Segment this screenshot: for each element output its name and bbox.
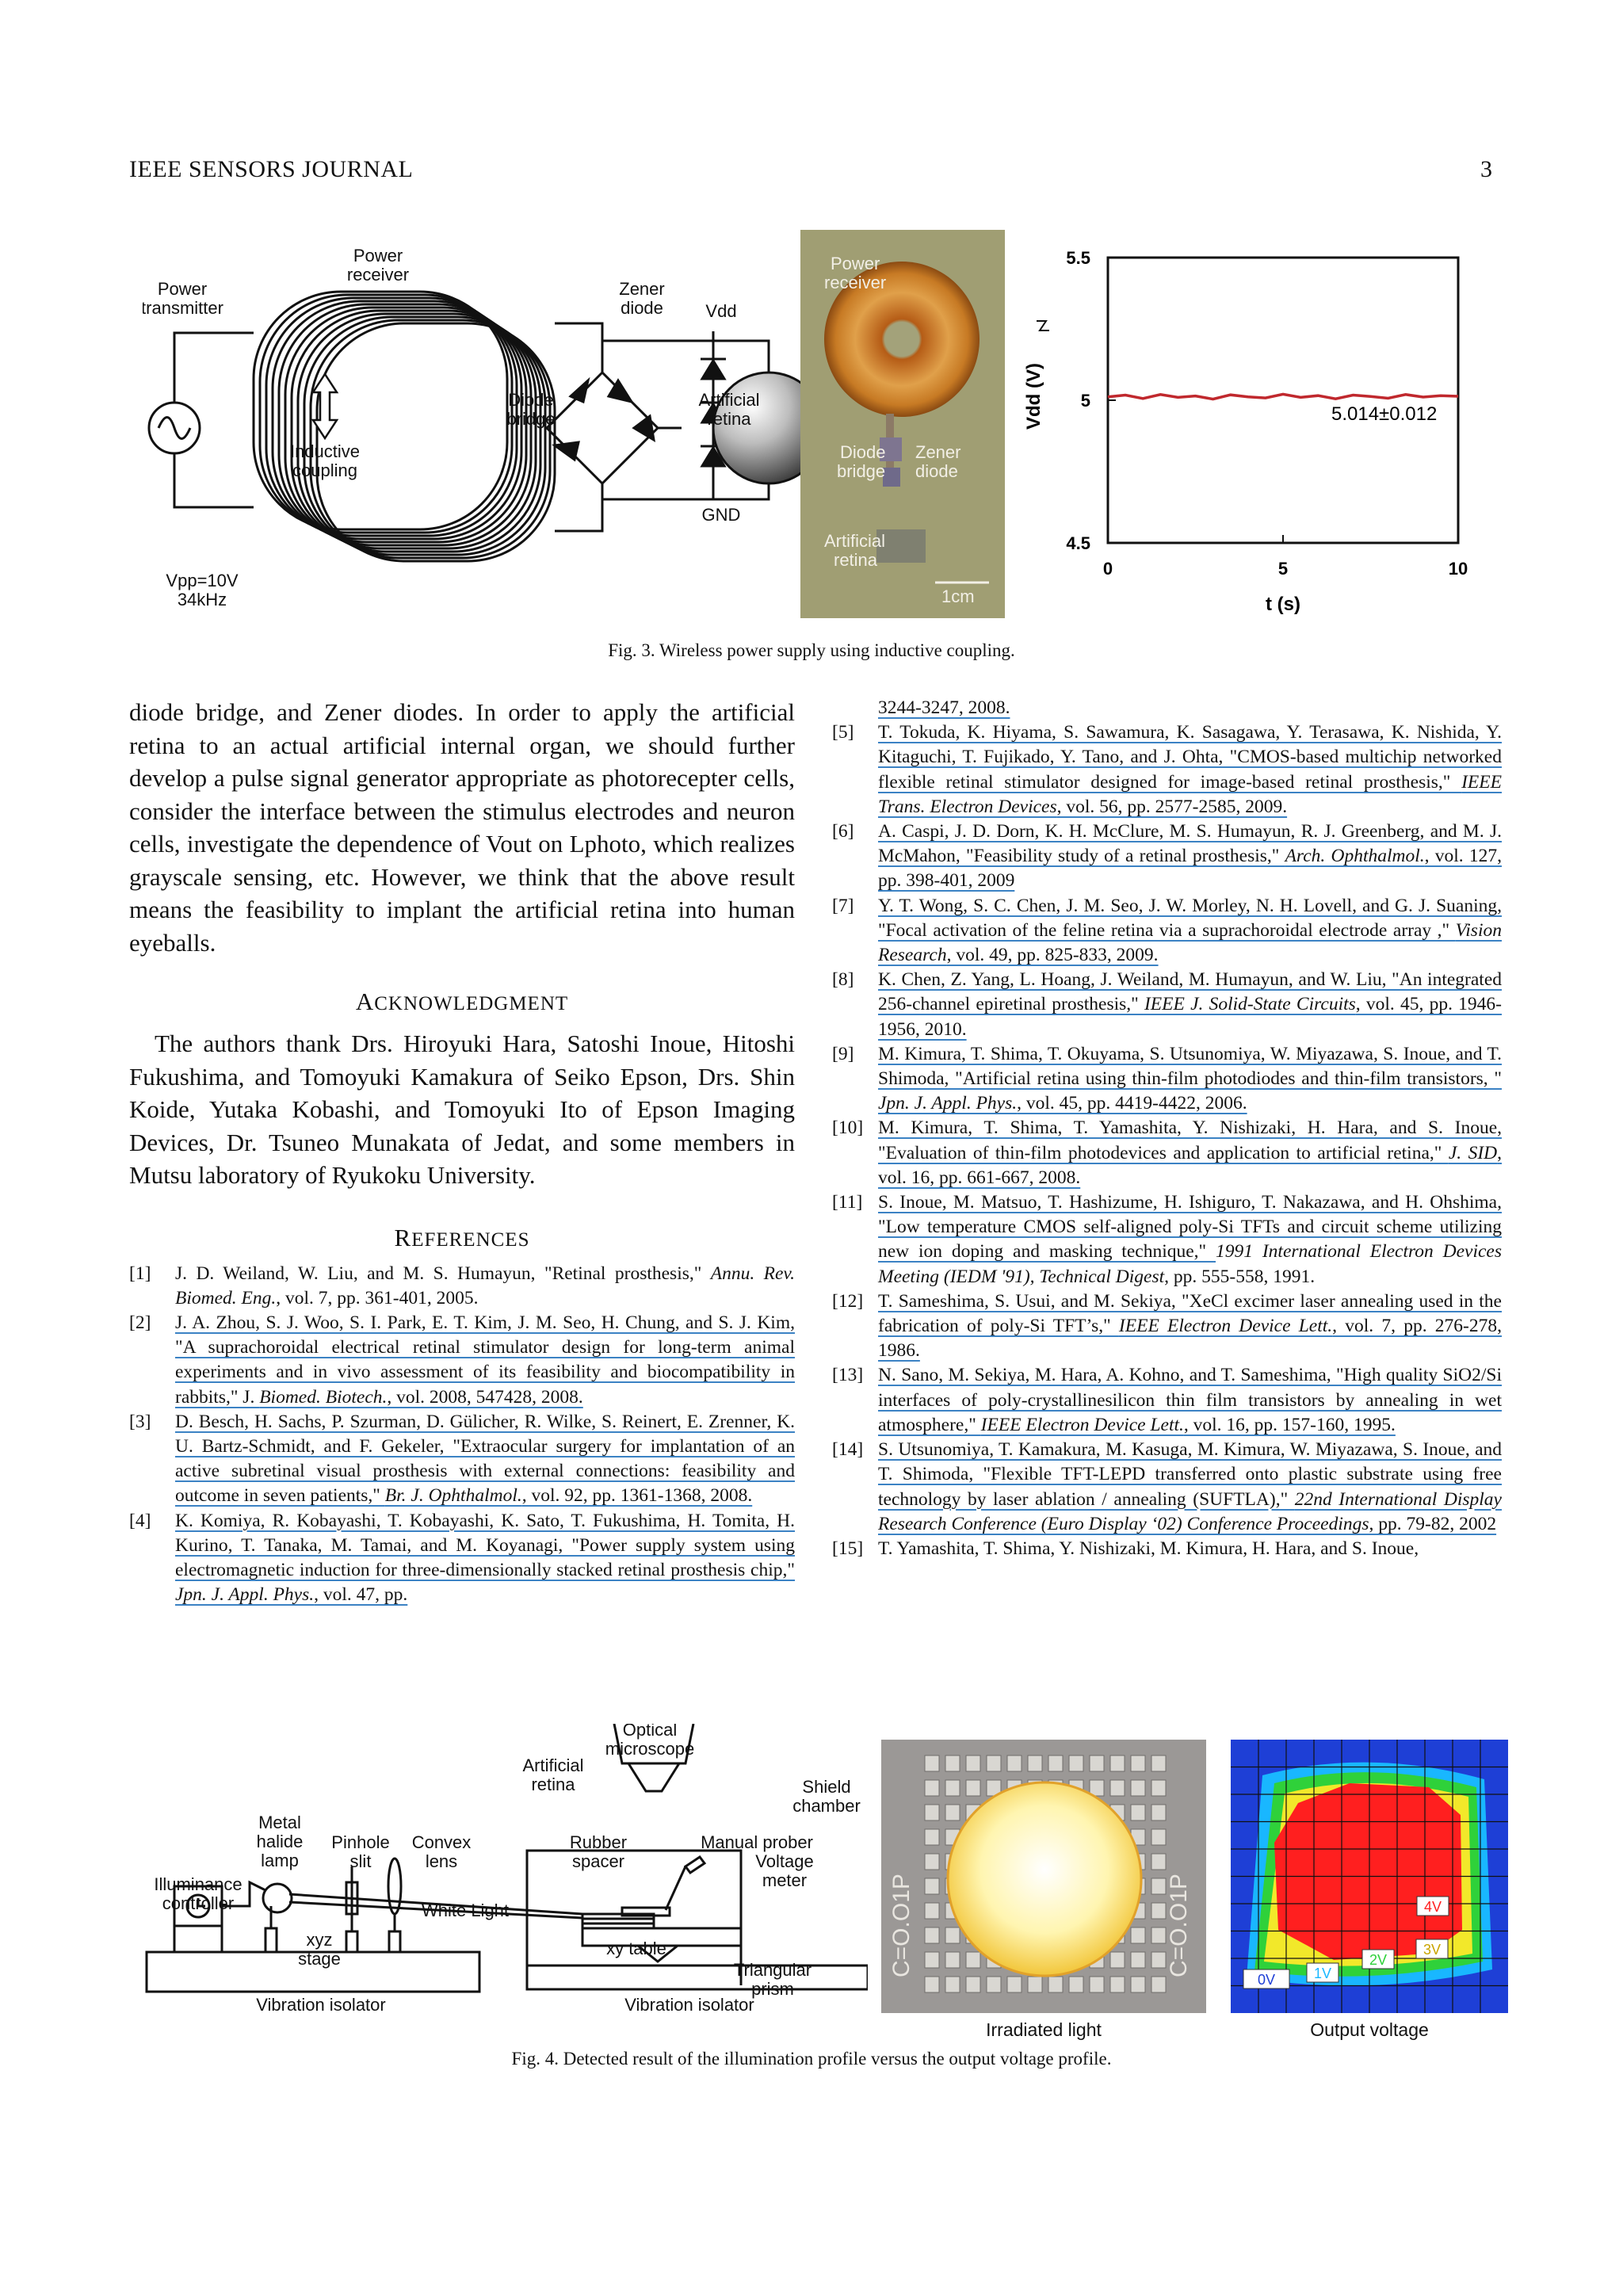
pixel-cell bbox=[1090, 1977, 1104, 1992]
references-heading: REFERENCES bbox=[394, 1223, 530, 1251]
legend-4v: 4V bbox=[1423, 1899, 1442, 1915]
voltage-region-high bbox=[1274, 1783, 1462, 1960]
svg-text:microscope: microscope bbox=[605, 1739, 695, 1759]
mean-annotation: 5.014±0.012 bbox=[1331, 403, 1438, 425]
photo-zener-diode-label: Zener bbox=[915, 442, 961, 462]
pixel-cell bbox=[1007, 1755, 1022, 1771]
svg-text:chamber: chamber bbox=[792, 1796, 861, 1816]
svg-text:Metal: Metal bbox=[258, 1813, 301, 1832]
body-paragraph: diode bridge, and Zener diodes. In order to apply the artificial retina to an actual artificial internal organ, we should further develop a pulse signal generator appropriate as photorecepter cells, consider the interface between the stimulus electrodes and neuron cells, investigate the dependence of Vout on Lphoto, which realizes grayscale sensing, etc. However, we think that the above result means the feasibility to implant the artificial retina into human eyeballs. bbox=[129, 698, 795, 957]
pixel-cell bbox=[1131, 1952, 1145, 1968]
left-column bbox=[129, 696, 795, 1607]
svg-text:halide: halide bbox=[256, 1832, 304, 1851]
pixel-cell bbox=[1151, 1829, 1166, 1845]
svg-text:lens: lens bbox=[425, 1851, 458, 1871]
svg-text:Pinhole: Pinhole bbox=[331, 1832, 390, 1852]
irradiated-light-label: Irradiated light bbox=[986, 2019, 1102, 2040]
x-tick-label: 0 bbox=[1102, 559, 1113, 579]
pixel-cell bbox=[1151, 1952, 1166, 1968]
svg-text:retina: retina bbox=[834, 550, 878, 570]
legend-3v: 3V bbox=[1423, 1942, 1442, 1958]
light-spot bbox=[948, 1782, 1141, 1976]
photo-diode-bridge-label: Diode bbox=[840, 442, 886, 462]
svg-text:xy table: xy table bbox=[606, 1939, 666, 1958]
reference-15: [15] T. Yamashita, T. Shima, Y. Nishizaki, M. Kimura, H. Hara, and S. Inoue, bbox=[832, 1538, 1419, 1559]
running-header: IEEE SENSORS JOURNAL bbox=[129, 156, 414, 182]
zener-diode-label: Zener bbox=[619, 279, 665, 299]
svg-text:Rubber: Rubber bbox=[569, 1832, 628, 1852]
pixel-cell bbox=[1151, 1878, 1166, 1894]
pixel-cell bbox=[1069, 1755, 1083, 1771]
pixel-cell bbox=[1131, 1780, 1145, 1796]
gnd-label: GND bbox=[701, 505, 741, 525]
pixel-cell bbox=[1151, 1780, 1166, 1796]
svg-text:spacer: spacer bbox=[571, 1851, 625, 1871]
pixel-cell bbox=[1151, 1805, 1166, 1820]
pixel-cell bbox=[925, 1780, 939, 1796]
svg-text:receiver: receiver bbox=[824, 273, 887, 292]
lamp-bulb bbox=[263, 1884, 292, 1912]
reference-1: [1] J. D. Weiland, W. Liu, and M. S. Humayun, "Retinal prosthesis," Annu. Rev. Biomed. Eng., vol. 7, pp. 361-401, 2005. bbox=[129, 1263, 795, 1308]
svg-text:Voltage: Voltage bbox=[755, 1851, 814, 1871]
fig4-caption: Fig. 4. Detected result of the illumination profile versus the output voltage profile. bbox=[511, 2049, 1112, 2069]
y-tick-label: 5.5 bbox=[1066, 248, 1090, 268]
diode-bridge-label: Diode bbox=[508, 390, 554, 410]
pixel-cell bbox=[1028, 1977, 1042, 1992]
x-tick-label: 5 bbox=[1277, 559, 1289, 579]
chip-marking-left: C=O.O1P bbox=[888, 1874, 915, 1977]
pixel-cell bbox=[945, 1927, 960, 1943]
svg-text:transmitter: transmitter bbox=[143, 298, 223, 318]
svg-text:Artificial: Artificial bbox=[522, 1755, 584, 1775]
acknowledgment-text: The authors thank Drs. Hiroyuki Hara, Satoshi Inoue, Hitoshi Fukushima, and Tomoyuki Kamakura of Seiko Epson, Drs. Shin Koide, Yutaka Kobashi, and Tomoyuki Ito of Epson Imaging Devices, Dr. Tsuneo Munakata of Jedat, and some members in Mutsu laboratory of Ryukoku University. bbox=[129, 1030, 795, 1189]
convex-lens bbox=[388, 1859, 401, 1914]
svg-text:Convex: Convex bbox=[411, 1832, 472, 1852]
reference-4: [4] K. Komiya, R. Kobayashi, T. Kobayashi, K. Sato, T. Fukushima, H. Tomita, H. Kurino, T. Tanaka, M. Tamai, and M. Koyanagi, "Power supply system using electromagnetic induction for three-dimensionally stacked retinal prosthesis chip," Jpn. J. Appl. Phys., vol. 47, pp. bbox=[129, 1510, 795, 1606]
pixel-cell bbox=[945, 1805, 960, 1820]
pixel-cell bbox=[1069, 1977, 1083, 1992]
reference-6: [6] A. Caspi, J. D. Dorn, K. H. McClure, M. S. Humayun, R. J. Greenberg, and M. J. McMahon, "Feasibility study of a retinal prosthesis," Arch. Ophthalmol., vol. 127, pp. 398-401, 2009 bbox=[832, 821, 1502, 892]
svg-text:controller: controller bbox=[162, 1893, 235, 1913]
output-voltage-map bbox=[1231, 1740, 1508, 2013]
x-axis-label: t (s) bbox=[1266, 594, 1300, 615]
svg-text:Vibration isolator: Vibration isolator bbox=[624, 1995, 754, 2015]
pixel-cell bbox=[1028, 1755, 1042, 1771]
pixel-cell bbox=[1110, 1780, 1125, 1796]
vibration-isolator-right bbox=[527, 1966, 868, 1989]
y-axis-label: Vdd (V) bbox=[1023, 363, 1044, 430]
pixel-cell bbox=[1151, 1755, 1166, 1771]
svg-text:Optical: Optical bbox=[622, 1724, 678, 1740]
pixel-cell bbox=[1048, 1977, 1063, 1992]
pixel-cell bbox=[1007, 1977, 1022, 1992]
svg-text:xyz: xyz bbox=[306, 1930, 333, 1950]
vdd-label: Vdd bbox=[705, 301, 737, 321]
y-tick-label: 5 bbox=[1080, 391, 1090, 411]
reference-list-right bbox=[832, 696, 1502, 1561]
pixel-cell bbox=[1131, 1805, 1145, 1820]
photo-scale-label: 1cm bbox=[941, 586, 975, 606]
reference-13: [13] N. Sano, M. Sekiya, M. Hara, A. Kohno, and T. Sameshima, "High quality SiO2/Si interfaces of poly-crystallinesilicon thin film transistors by annealing in wet atmosphere," IEEE Electron Device Lett., vol. 16, pp. 157-160, 1995. bbox=[832, 1365, 1502, 1435]
pixel-cell bbox=[1110, 1977, 1125, 1992]
pixel-cell bbox=[925, 1878, 939, 1894]
reference-5: [5] T. Tokuda, K. Hiyama, S. Sawamura, K. Sasagawa, Y. Terasawa, K. Nishida, Y. Kitaguchi, T. Fujikado, Y. Tano, and J. Ohta, "CMOS-based multichip networked flexible retinal stimulator designed for image-based retinal prosthesis," IEEE Trans. Electron Devices, vol. 56, pp. 2577-2585, 2009. bbox=[832, 722, 1502, 817]
svg-text:White Light: White Light bbox=[421, 1901, 510, 1920]
reference-9: [9] M. Kimura, T. Shima, T. Okuyama, S. Utsunomiya, W. Miyazawa, S. Inoue, and T. Shimoda, "Artificial retina using thin-film photodiodes and thin-film transistors, " Jpn. J. Appl. Phys., vol. 45, pp. 4419-4422, 2006. bbox=[832, 1043, 1502, 1114]
pixel-cell bbox=[1151, 1854, 1166, 1870]
reference-2: [2] J. A. Zhou, S. J. Woo, S. I. Park, E. T. Kim, J. M. Seo, H. Chung, and S. J. Kim, "A suprachoroidal electrical retinal stimulator design for long-term animal experiments and in vivo assessment of its feasibility and biocompatibility in rabbits," J. Biomed. Biotech., vol. 2008, 547428, 2008. bbox=[129, 1312, 795, 1408]
fig3-device-photo bbox=[800, 230, 1005, 618]
pixel-cell bbox=[966, 1755, 980, 1771]
plot-frame bbox=[1108, 258, 1458, 543]
pixel-cell bbox=[1048, 1755, 1063, 1771]
svg-text:meter: meter bbox=[762, 1870, 808, 1890]
legend-2v: 2V bbox=[1369, 1952, 1388, 1968]
pixel-cell bbox=[1131, 1977, 1145, 1992]
pixel-cell bbox=[1110, 1755, 1125, 1771]
diode-bridge-icon bbox=[547, 372, 658, 483]
reference-10: [10] M. Kimura, T. Shima, T. Yamashita, Y. Nishizaki, H. Hara, and S. Inoue, "Evaluation of thin-film photodevices and application to artificial retina," J. SID, vol. 16, pp. 661-667, 2008. bbox=[832, 1117, 1502, 1188]
pixel-cell bbox=[945, 1952, 960, 1968]
pixel-cell bbox=[925, 1854, 939, 1870]
page-number: 3 bbox=[1480, 156, 1493, 182]
pixel-cell bbox=[966, 1952, 980, 1968]
svg-text:retina: retina bbox=[707, 409, 751, 429]
fig4-setup-diagram bbox=[139, 1724, 868, 2017]
svg-text:Manual prober: Manual prober bbox=[701, 1832, 813, 1852]
acknowledgment-heading: ACKNOWLEDGMENT bbox=[355, 988, 569, 1015]
photo-power-receiver-label: Power bbox=[831, 254, 880, 273]
reference-4-continued: 3244-3247, 2008. bbox=[878, 697, 1010, 718]
svg-text:Shield: Shield bbox=[802, 1777, 851, 1797]
reference-12: [12] T. Sameshima, S. Usui, and M. Sekiya, "XeCl excimer laser annealing used in the fabrication of poly-Si TFT’s," IEEE Electron Device Lett., vol. 7, pp. 276-278, 1986. bbox=[832, 1290, 1503, 1362]
legend-1v: 1V bbox=[1313, 1966, 1332, 1981]
pixel-cell bbox=[987, 1977, 1001, 1992]
svg-text:Illuminance: Illuminance bbox=[154, 1874, 242, 1894]
svg-text:diode: diode bbox=[621, 298, 663, 318]
pixel-cell bbox=[925, 1927, 939, 1943]
svg-text:Vibration isolator: Vibration isolator bbox=[256, 1995, 386, 2015]
pixel-cell bbox=[925, 1903, 939, 1919]
reference-list-left bbox=[129, 1262, 795, 1608]
reference-11: [11] S. Inoue, M. Matsuo, T. Hashizume, H. Ishiguro, T. Nakazawa, and H. Ohshima, "Low temperature CMOS self-aligned poly-Si TFTs and circuit scheme utilizing new ion doping and masking technique," 1991 International Electron Devices Meeting (IEDM '91), Technical Digest, pp. 555-558, 1991. bbox=[832, 1192, 1503, 1287]
svg-text:coupling: coupling bbox=[292, 460, 357, 480]
svg-text:34kHz: 34kHz bbox=[177, 590, 227, 609]
reference-8: [8] K. Chen, Z. Yang, L. Hoang, J. Weiland, M. Humayun, and W. Liu, "An integrated 256-channel epiretinal prosthesis," IEEE J. Solid-State Circuits, vol. 45, pp. 1946-1956, 2010. bbox=[832, 969, 1502, 1040]
output-voltage-label: Output voltage bbox=[1310, 2019, 1429, 2040]
power-receiver-label: Power bbox=[353, 246, 403, 266]
pixel-cell bbox=[1090, 1755, 1104, 1771]
svg-text:diode: diode bbox=[915, 461, 958, 481]
photo-artificial-retina-label: Artificial bbox=[824, 531, 886, 551]
pixel-cell bbox=[1151, 1903, 1166, 1919]
pixel-cell bbox=[925, 1755, 939, 1771]
fig3-caption: Fig. 3. Wireless power supply using inductive coupling. bbox=[608, 640, 1015, 660]
y-tick-label: 4.5 bbox=[1066, 533, 1090, 553]
axis-break-icon bbox=[1037, 321, 1049, 330]
ac-source-icon bbox=[149, 403, 200, 453]
coil-loop bbox=[298, 314, 540, 552]
pixel-cell bbox=[966, 1780, 980, 1796]
pixel-cell bbox=[945, 1780, 960, 1796]
pixel-cell bbox=[945, 1977, 960, 1992]
pixel-cell bbox=[987, 1755, 1001, 1771]
svg-text:bridge: bridge bbox=[837, 461, 886, 481]
pixel-cell bbox=[925, 1805, 939, 1820]
pixel-cell bbox=[925, 1977, 939, 1992]
source-spec-label: Vpp=10V bbox=[166, 571, 239, 590]
x-tick-label: 10 bbox=[1448, 559, 1468, 579]
svg-text:stage: stage bbox=[298, 1949, 341, 1969]
pixel-cell bbox=[1110, 1952, 1125, 1968]
pixel-cell bbox=[925, 1829, 939, 1845]
svg-text:receiver: receiver bbox=[346, 265, 410, 285]
chip-marking-right: C=O.O1P bbox=[1166, 1874, 1192, 1977]
irradiated-light-photo bbox=[881, 1740, 1206, 2013]
svg-text:prism: prism bbox=[751, 1979, 794, 1999]
inductive-coupling-label: Inductive bbox=[289, 441, 361, 461]
pixel-cell bbox=[925, 1952, 939, 1968]
reference-14: [14] S. Utsunomiya, T. Kamakura, M. Kasuga, M. Kimura, W. Miyazawa, S. Inoue, and T. Shimoda, "Flexible TFT-LEPD transferred onto plastic substrate using free technology by laser ablation / annealing (SUFTLA)," 22nd International Display Research Conference (Euro Display ‘02) Conference Proceedings, pp. 79-82, 2002 bbox=[832, 1439, 1502, 1534]
pixel-cell bbox=[966, 1977, 980, 1992]
reference-3: [3] D. Besch, H. Sachs, P. Szurman, D. Gülicher, R. Wilke, S. Reinert, E. Zrenner, K. U. Bartz-Schmidt, and F. Gekeler, "Extraocular surgery for implantation of an active subretinal visual prosthesis with external connections: feasibility and outcome in seven patients," Br. J. Ophthalmol., vol. 92, pp. 1361-1368, 2008. bbox=[129, 1411, 795, 1507]
vdd-series-line bbox=[1108, 394, 1458, 399]
svg-text:bridge: bridge bbox=[506, 409, 556, 429]
artificial-retina-label: Artificial bbox=[698, 390, 760, 410]
legend-0v: 0V bbox=[1257, 1972, 1276, 1988]
svg-text:retina: retina bbox=[531, 1775, 575, 1794]
fig3-circuit-diagram bbox=[143, 238, 808, 626]
svg-text:lamp: lamp bbox=[261, 1851, 299, 1870]
reference-7: [7] Y. T. Wong, S. C. Chen, J. M. Seo, J. W. Morley, N. H. Lovell, and G. J. Suaning, "Focal activation of the feline retina via a suprachoroidal electrode array ," Vision Research, vol. 49, pp. 825-833, 2009. bbox=[832, 895, 1502, 966]
svg-text:Triangular: Triangular bbox=[733, 1960, 812, 1980]
svg-text:slit: slit bbox=[349, 1851, 372, 1871]
pixel-cell bbox=[1151, 1927, 1166, 1943]
power-transmitter-label: Power bbox=[157, 279, 208, 299]
pixel-cell bbox=[1131, 1927, 1145, 1943]
pixel-cell bbox=[945, 1755, 960, 1771]
pixel-cell bbox=[1131, 1755, 1145, 1771]
pixel-cell bbox=[1151, 1977, 1166, 1992]
fig3-vdd-chart bbox=[1014, 230, 1490, 626]
